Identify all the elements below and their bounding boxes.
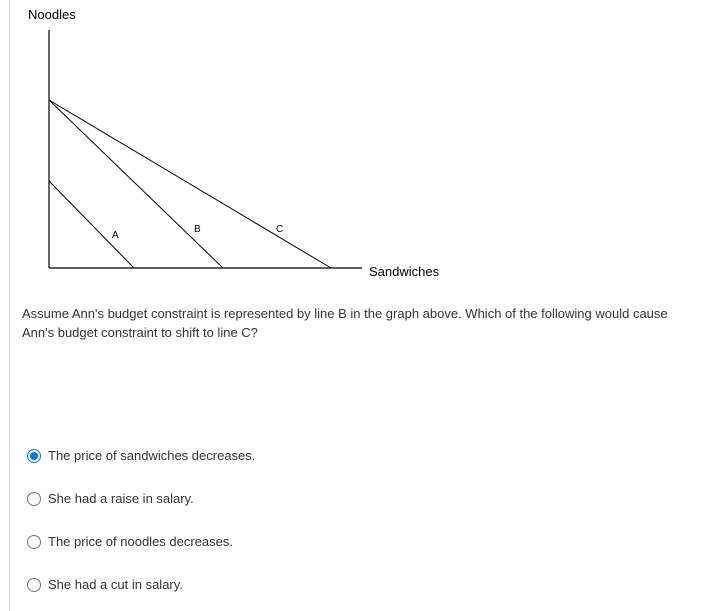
y-axis-label: Noodles bbox=[28, 7, 76, 22]
choice-raise-in-salary[interactable] bbox=[27, 491, 194, 506]
choice-label: She had a raise in salary. bbox=[48, 491, 194, 506]
choice-label: The price of noodles decreases. bbox=[48, 534, 233, 549]
budget-line-c bbox=[49, 100, 331, 268]
budget-line-b bbox=[49, 100, 223, 268]
choice-label: She had a cut in salary. bbox=[48, 577, 183, 592]
radio-button[interactable] bbox=[27, 535, 41, 549]
line-label-b: B bbox=[194, 224, 201, 235]
radio-button-selected[interactable] bbox=[27, 449, 41, 463]
question-text: Assume Ann's budget constraint is represented by line B in the graph above. Which of the following would cause Ann's budget constraint to shift to line C? bbox=[22, 306, 668, 340]
x-axis-label: Sandwiches bbox=[369, 264, 440, 279]
line-label-c: C bbox=[276, 224, 284, 235]
line-label-a: A bbox=[112, 230, 119, 241]
choice-price-sandwiches-decreases[interactable] bbox=[27, 448, 255, 463]
choice-label: The price of sandwiches decreases. bbox=[48, 448, 256, 463]
choice-price-noodles-decreases[interactable] bbox=[27, 534, 233, 549]
radio-button[interactable] bbox=[27, 492, 41, 506]
budget-line-a bbox=[49, 181, 134, 268]
left-border-rule bbox=[9, 0, 10, 611]
choice-cut-in-salary[interactable] bbox=[27, 577, 183, 592]
radio-button[interactable] bbox=[27, 578, 41, 592]
budget-constraint-graph bbox=[18, 0, 458, 290]
